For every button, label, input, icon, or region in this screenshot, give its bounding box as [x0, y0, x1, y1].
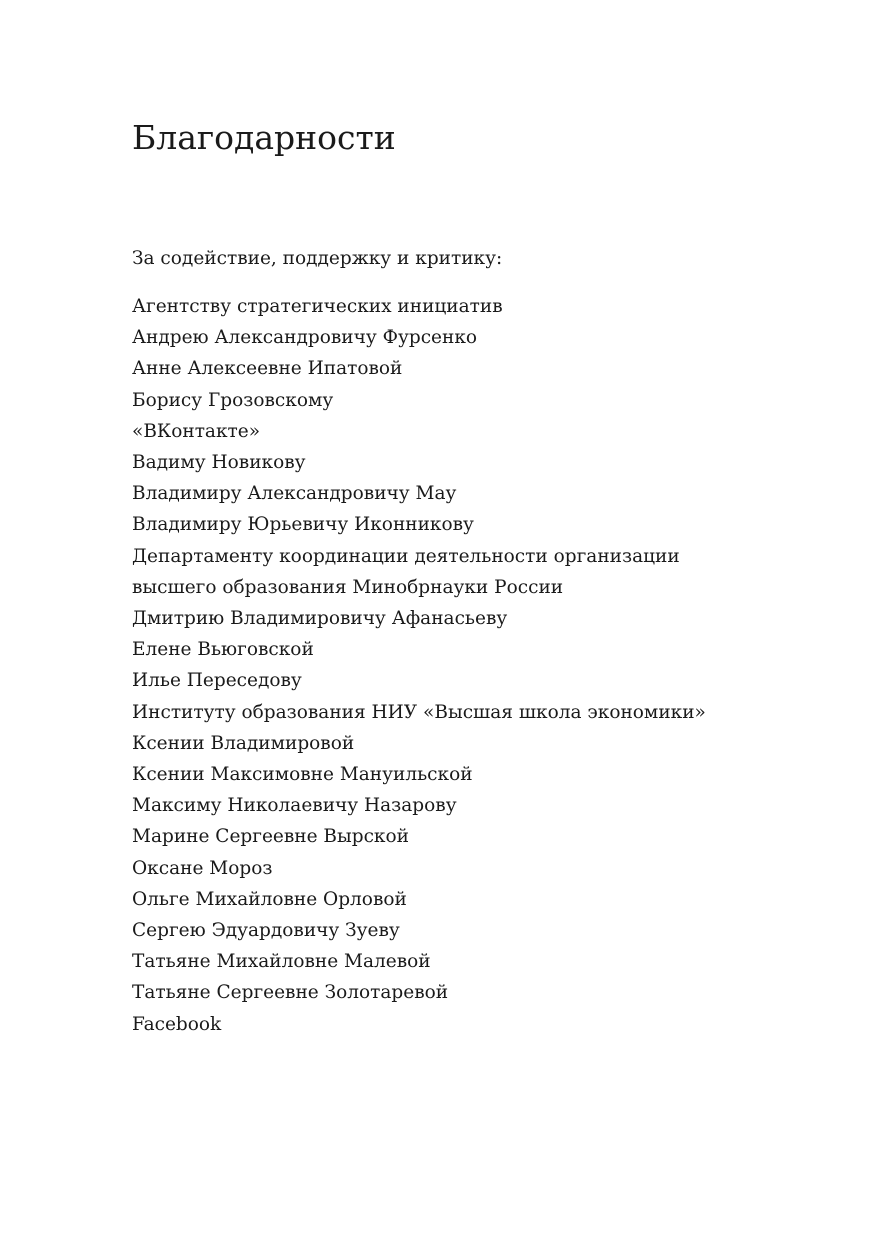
list-item: Илье Переседову	[132, 670, 302, 692]
list-item: Татьяне Сергеевне Золотаревой	[132, 982, 449, 1004]
list-item: Агентству стратегических инициатив	[132, 296, 503, 317]
list-item: Ксении Владимировой	[132, 732, 355, 754]
list-item: Владимиру Юрьевичу Иконникову	[132, 514, 474, 536]
list-item: Департаменту координации деятельности организации	[132, 545, 680, 567]
list-item: Анне Алексеевне Ипатовой	[132, 358, 403, 380]
acknowledgements-list	[132, 291, 706, 1040]
list-item: высшего образования Минобрнауки России	[132, 576, 564, 598]
list-item: Марине Сергеевне Вырской	[132, 826, 409, 848]
list-item: Ольге Михайловне Орловой	[132, 888, 407, 910]
list-item: Сергею Эдуардовичу Зуеву	[132, 920, 400, 942]
intro-text: За содействие, поддержку и критику:	[132, 248, 503, 269]
list-item: Максиму Николаевичу Назарову	[132, 795, 457, 817]
list-item: Татьяне Михайловне Малевой	[132, 951, 431, 973]
list-item: Елене Вьюговской	[132, 639, 314, 661]
list-item: «ВКонтакте»	[132, 420, 261, 442]
list-item: Борису Грозовскому	[132, 389, 334, 411]
page-title: Благодарности	[132, 118, 396, 157]
list-item: Ксении Максимовне Мануильской	[132, 764, 473, 786]
list-item: Владимиру Александровичу Мау	[132, 483, 457, 505]
list-item: Институту образования НИУ «Высшая школа экономики»	[132, 701, 706, 723]
list-item: Facebook	[132, 1013, 222, 1035]
list-item: Андрею Александровичу Фурсенко	[132, 327, 478, 349]
list-item: Вадиму Новикову	[132, 452, 306, 474]
list-item: Оксане Мороз	[132, 857, 273, 879]
list-item: Дмитрию Владимировичу Афанасьеву	[132, 608, 508, 630]
